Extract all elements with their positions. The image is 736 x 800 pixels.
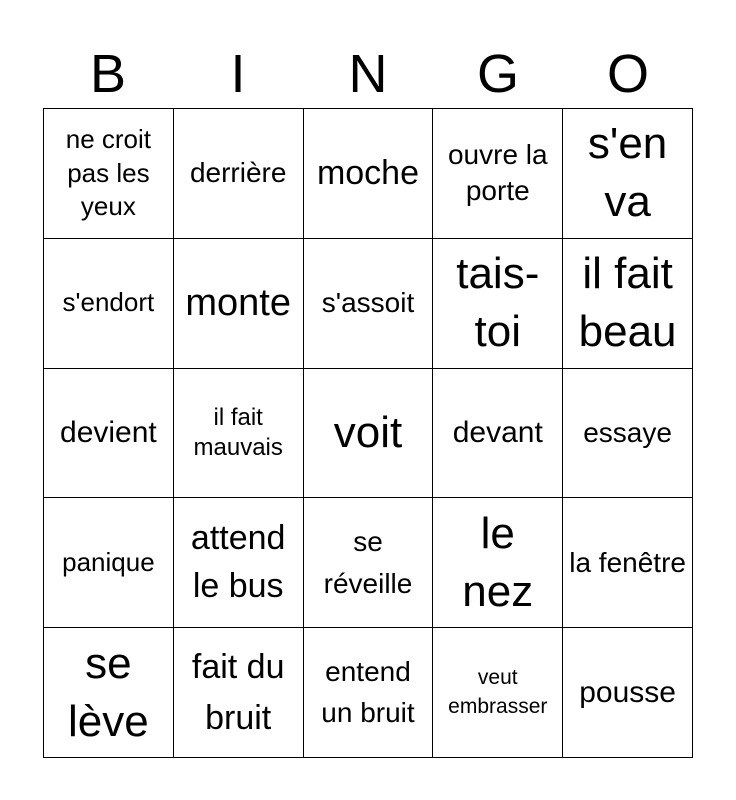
bingo-cell[interactable] [174,239,304,369]
cell-text: s'assoit [321,287,415,318]
cell-text: panique [62,546,155,577]
cell-text: il fait mauvais [193,403,283,461]
cell-text: il fait beau [578,249,677,357]
cell-text: se réveille [323,525,413,599]
bingo-cell[interactable] [174,498,304,628]
bingo-cell[interactable] [174,369,304,499]
bingo-cell[interactable] [304,239,434,369]
cell-text: tais-toi [456,249,540,357]
cell-text: fait du bruit [191,647,285,737]
cell-text: ne croit pas les yeux [65,123,152,222]
cell-text: devant [452,416,543,450]
bingo-cell[interactable] [433,239,563,369]
cell-text: essaye [583,416,672,448]
bingo-cell[interactable] [44,109,174,239]
bingo-cell[interactable] [563,369,693,499]
bingo-grid [43,108,693,758]
cell-text: s'endort [62,287,155,318]
cell-text: voit [333,407,403,457]
header-letter-o: O [606,44,649,104]
cell-text: devient [60,416,157,450]
bingo-cell[interactable] [304,109,434,239]
bingo-cell[interactable] [44,239,174,369]
header-letter-n: N [348,44,388,104]
bingo-cell[interactable] [433,369,563,499]
cell-text: entend un bruit [321,656,415,728]
bingo-cell[interactable] [563,498,693,628]
bingo-header [43,40,693,108]
cell-text: derrière [189,157,287,189]
cell-text: monte [185,281,291,324]
cell-text: attend le bus [190,519,286,605]
cell-text: moche [316,154,420,193]
cell-text: s'en va [587,119,668,227]
bingo-cell[interactable] [563,239,693,369]
cell-text: ouvre la porte [447,139,548,207]
bingo-cell[interactable] [44,369,174,499]
header-letter-i: I [230,44,246,104]
bingo-cell[interactable] [563,628,693,758]
bingo-cell[interactable] [433,628,563,758]
bingo-cell[interactable] [174,109,304,239]
bingo-cell[interactable] [563,109,693,239]
cell-text: veut embrasser [448,666,548,718]
cell-text: la fenêtre [569,546,686,578]
cell-text: pousse [579,676,676,710]
bingo-cell[interactable] [44,628,174,758]
bingo-cell[interactable] [433,498,563,628]
bingo-cell[interactable] [433,109,563,239]
bingo-cell[interactable] [174,628,304,758]
cell-text: se lève [68,638,149,746]
bingo-cell[interactable] [304,628,434,758]
bingo-cell[interactable] [304,498,434,628]
bingo-cell[interactable] [304,369,434,499]
cell-text: le nez [462,508,534,616]
header-letter-b: B [89,44,127,104]
bingo-cell[interactable] [44,498,174,628]
header-letter-g: G [476,44,519,104]
